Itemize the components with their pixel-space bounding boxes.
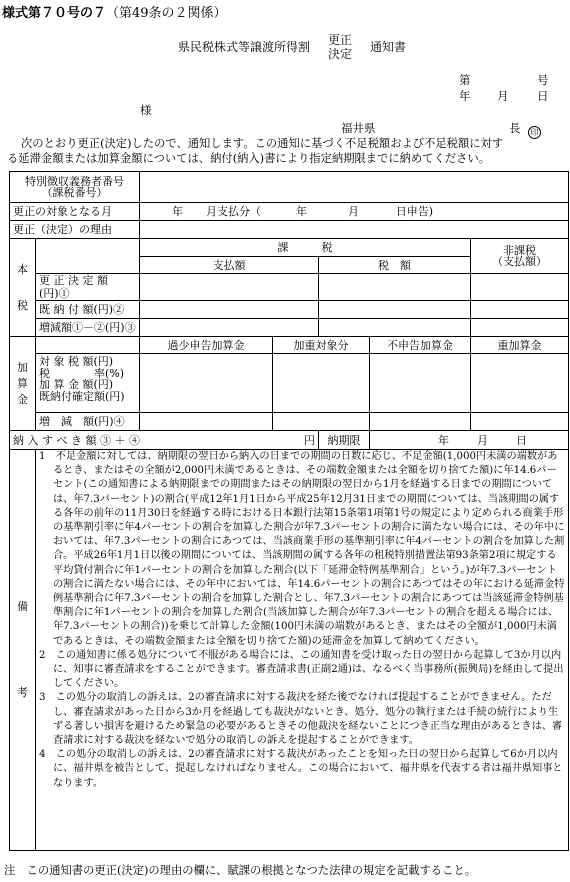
penalty-items: 対 象 税 額(円) 税 率(%) 加 算 金 額(円) 既納付確定額(円) xyxy=(36,354,140,413)
title-left: 県民税株式等譲渡所得割 xyxy=(178,40,311,54)
penalty-section-label: 加 算 金 xyxy=(10,337,36,431)
tax-item-zougen: 増減額①－②(円)③ xyxy=(36,319,140,337)
penalty-header-1: 過少申告加算金 xyxy=(140,337,273,354)
tax-section-label: 本 税 xyxy=(10,239,36,337)
target-month-label: 更正の対象となる月 xyxy=(10,203,140,221)
notice-table xyxy=(9,171,569,851)
deadline-label: 納期限 xyxy=(319,431,370,450)
target-month-value: 年 月支払分（ 年 月 日申告) xyxy=(140,203,569,221)
title-lower: 決定 xyxy=(328,47,353,61)
zeigaku-header: 税 額 xyxy=(319,257,471,274)
penalty-header-4: 重加算金 xyxy=(471,337,569,354)
reason-value xyxy=(140,221,569,239)
tax-item-kousei: 更 正 決 定 額(円)① xyxy=(36,274,140,301)
kazei-header: 課 税 xyxy=(140,239,471,257)
hikazei-header: 非課税 （支払額） xyxy=(471,239,569,274)
remarks-body xyxy=(36,450,569,851)
penalty-header-2: 加重対象分 xyxy=(273,337,370,354)
intro-line-2: る延滞金額または加算金額については、納付(納入)書により指定納期限までに納めてください。 xyxy=(7,152,491,165)
penalty-header-3: 不申告加算金 xyxy=(370,337,471,354)
payment-label: 納 入 す べ き 額 ③ ＋ ④ 円 xyxy=(10,431,319,450)
issuer-chief: 長 xyxy=(509,121,521,135)
collector-number-label: 特別徴収義務者番号 （課税番号） xyxy=(10,172,140,203)
official-seal: 印 xyxy=(528,122,541,141)
number-dai: 第 xyxy=(459,73,471,87)
remark-1: 1 不足金額に対しては、納期限の翌日から納入の日までの期間の日数に応じ、不足金額(1,000円未満の端数があるとき、またはその全額が2,000円未満であるときは、その端数金額または全額を切り捨てた額)に年14.6パーセント(この通知書による納期限までの期間またはその納期限の翌日から1月を経過する日までの期間については、年7.3パーセント)の割合(平成12年1月1日から平成25年12月31日までの期間については、当該期間の属する各年の前年の11月30日を経過する時における日本銀行法第15条第1項第1号の規定により定められる商業手形の基準割引率に年4パーセントの割合を加算した割合が年7.3パーセントの割合に満たない場合には、その年中においては、年7.3パーセントの割合にあつては、当該商業手形の基準割引率に年4パーセントの割合を加算した割合。平成26年1月1日以後の期間については、当該期間の属する各年の租税特別措置法第93条第2項に規定する平均貸付割合に年1パーセントの割合を加算した割合(以下「延滞金特例基準割合」という。)が年7.3パーセントの割合に満たない場合には、その年中においては、年14.6パーセントの割合にあつてはその年における延滞金特例基準割合に年7.3パーセントの割合を加算した割合とし、年7.3パーセントの割合にあつては当該延滞金特例基準割合に年1パーセントの割合を加算した割合(当該加算した割合が年7.3パーセントの割合を超える場合には、年7.3パーセントの割合))を乗じて計算した金額(100円未満の端数があるとき、またはその全額が1,000円未満であるときは、その端数金額または全額を切り捨てた額)の延滞金を加算して納めてください。 xyxy=(39,451,565,647)
form-number: 様式第７０号の７（第49条の２関係） xyxy=(2,6,227,21)
tax-item-kinou: 既 納 付 額(円)② xyxy=(36,301,140,319)
remark-2: 2 この通知書に係る処分について不服がある場合には、この通知書を受け取った日の翌日から起算して3か月以内に、知事に審査請求をすることができます。審査請求書(正副2通)は、なるべく当事務所(振興局)を経由して提出してください。 xyxy=(39,649,564,690)
issuer-pref: 福井県 xyxy=(341,121,376,135)
date-month: 月 xyxy=(497,89,509,103)
collector-number-value xyxy=(140,172,569,203)
intro-line-1: 次のとおり更正(決定)したので、通知します。この通知に基づく不足税額および不足税額に対す xyxy=(21,137,504,150)
date-day: 日 xyxy=(537,89,549,103)
penalty-diff: 増 減 額(円)④ xyxy=(36,413,140,431)
footnote: 注 この通知書の更正(決定)の理由の欄に、賦課の根拠となつた法律の規定を記載すること。 xyxy=(4,864,476,877)
shiharai-header: 支払額 xyxy=(140,257,319,274)
date-year: 年 xyxy=(459,89,471,103)
addressee-suffix: 様 xyxy=(140,103,152,117)
number-go: 号 xyxy=(537,73,549,87)
remark-3: 3 この処分の取消しの訴えは、2の審査請求に対する裁決を経た後でなければ提起することができません。ただし、審査請求があった日から3か月を経過しても裁決がないとき、処分、処分の執行または手続の続行により生ずる著しい損害を避けるため緊急の必要があるときその他裁決を経ないことにつき正当な理由があるときは、審査請求に対する裁決を経ないで処分の取消しの訴えを提起することができます。 xyxy=(39,692,563,747)
remark-4: 4 この処分の取消しの訴えは、2の審査請求に対する裁決があったことを知った日の翌日から起算して6か月以内に、福井県を被告として、提起しなければなりません。この場合において、福井県を代表する者は福井県知事となります。 xyxy=(39,749,563,789)
reason-label: 更正（決定）の理由 xyxy=(10,221,140,239)
deadline-value: 年 月 日 xyxy=(370,431,569,450)
title-upper: 更正 xyxy=(328,33,353,47)
title-right: 通知書 xyxy=(370,40,407,54)
remarks-label: 備 考 xyxy=(10,450,36,851)
